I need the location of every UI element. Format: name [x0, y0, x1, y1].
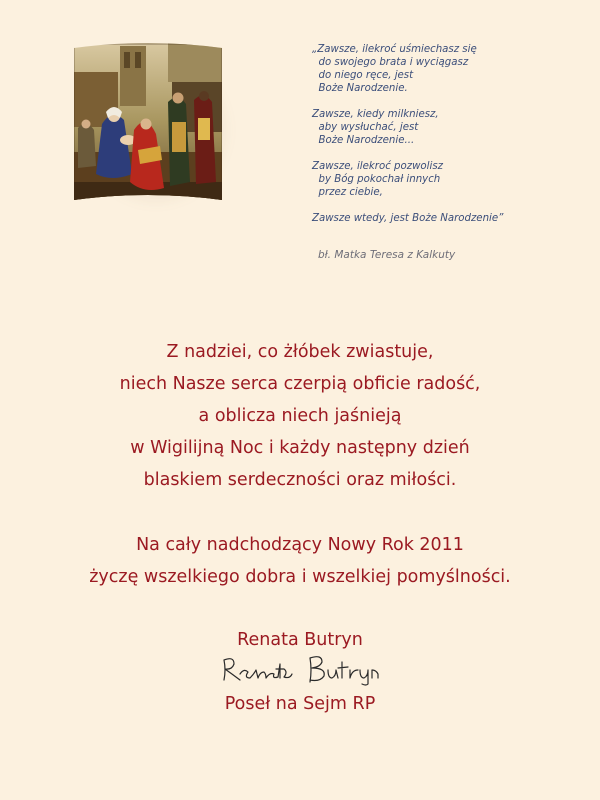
poem-attribution: bł. Matka Teresa z Kalkuty: [318, 249, 456, 261]
poem-line: Boże Narodzenie...: [312, 135, 415, 146]
new-year-wish: [0, 529, 600, 593]
new-year-line: życzę wszelkiego dobra i wszelkiej pomyślności.: [89, 567, 511, 587]
wish-line: Z nadziei, co żłóbek zwiastuje,: [166, 342, 434, 362]
poem-line: do niego ręce, jest: [312, 70, 414, 81]
nativity-painting: [72, 42, 224, 202]
poem-line: do swojego brata i wyciągasz: [312, 57, 469, 68]
christmas-wish: [0, 336, 600, 496]
sender-name: Renata Butryn: [237, 630, 363, 650]
sender-title: Poseł na Sejm RP: [224, 694, 376, 714]
poem: [312, 43, 572, 225]
wish-line: niech Nasze serca czerpią obficie radość,: [119, 374, 481, 394]
handwritten-signature: [218, 652, 388, 686]
wish-line: w Wigilijną Noc i każdy następny dzień: [130, 438, 470, 458]
poem-line: Zawsze wtedy, jest Boże Narodzenie”: [312, 213, 504, 224]
nativity-painting-icon: [72, 42, 224, 202]
poem-line: przez ciebie,: [312, 187, 383, 198]
poem-line: Zawsze, kiedy milkniesz,: [312, 109, 439, 120]
poem-line: by Bóg pokochał innych: [312, 174, 441, 185]
wish-line: blaskiem serdeczności oraz miłości.: [143, 470, 457, 490]
poem-line: „Zawsze, ilekroć uśmiechasz się: [312, 44, 477, 55]
wish-line: a oblicza niech jaśnieją: [198, 406, 402, 426]
poem-line: Boże Narodzenie.: [312, 83, 408, 94]
poem-line: aby wysłuchać, jest: [312, 122, 419, 133]
poem-line: Zawsze, ilekroć pozwolisz: [312, 161, 443, 172]
new-year-line: Na cały nadchodzący Nowy Rok 2011: [136, 535, 464, 555]
